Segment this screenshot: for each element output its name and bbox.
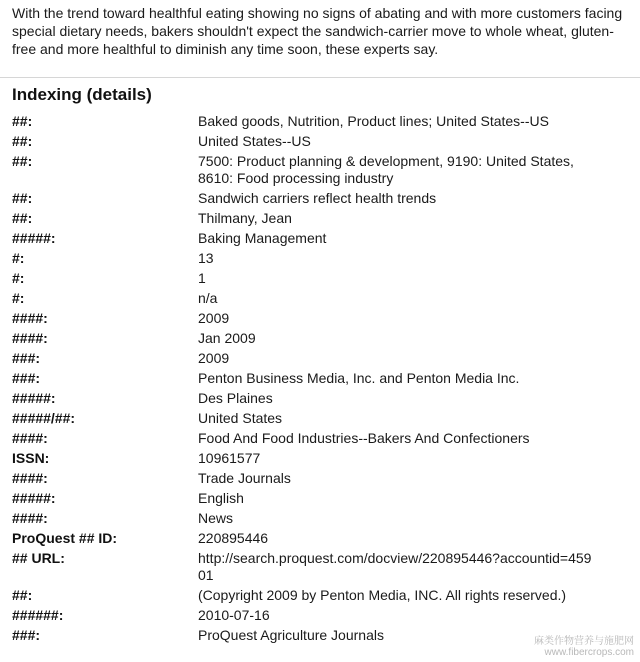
detail-row — [12, 111, 632, 131]
detail-value: 10961577 — [198, 449, 261, 466]
detail-label: #: — [12, 269, 25, 286]
detail-label: ##: — [12, 152, 33, 169]
detail-row — [12, 268, 632, 288]
detail-value: Jan 2009 — [198, 329, 256, 346]
detail-label: ###: — [12, 349, 41, 366]
detail-row — [12, 288, 632, 308]
watermark-line: www.fibercrops.com — [544, 647, 634, 658]
detail-label: ####: — [12, 329, 48, 346]
detail-label: ###: — [12, 626, 41, 643]
detail-row — [12, 548, 632, 585]
detail-value: Trade Journals — [198, 469, 291, 486]
detail-row — [12, 605, 632, 625]
detail-label: ##: — [12, 112, 33, 129]
detail-row — [12, 585, 632, 605]
detail-value: Food And Food Industries--Bakers And Confectioners — [198, 429, 530, 446]
detail-label: #####/##: — [12, 409, 76, 426]
detail-label: #: — [12, 289, 25, 306]
detail-label: #####: — [12, 389, 56, 406]
detail-label: ProQuest ## ID: — [12, 529, 118, 546]
detail-value: Sandwich carriers reflect health trends — [198, 189, 437, 206]
detail-label: ##: — [12, 586, 33, 603]
detail-value: 2009 — [198, 309, 230, 326]
detail-row — [12, 248, 632, 268]
detail-value: 1 — [198, 269, 206, 286]
detail-label: ##: — [12, 189, 33, 206]
detail-label: ####: — [12, 429, 48, 446]
detail-row — [12, 488, 632, 508]
detail-row — [12, 408, 632, 428]
detail-label: ####: — [12, 469, 48, 486]
intro-paragraph: With the trend toward healthful eating showing no signs of abating and with more customers facing special dietary needs, bakers shouldn't expect the sandwich-carrier move to whole wheat, gluten-free and more healthful to diminish any time soon, these experts say. — [12, 5, 623, 57]
indexing-details-list — [12, 111, 632, 645]
detail-row — [12, 428, 632, 448]
detail-row — [12, 448, 632, 468]
detail-label: ###: — [12, 369, 41, 386]
detail-value: 2009 — [198, 349, 230, 366]
detail-label: #####: — [12, 229, 56, 246]
watermark — [534, 636, 634, 658]
section-divider — [0, 77, 640, 78]
detail-value: Penton Business Media, Inc. and Penton Media Inc. — [198, 369, 520, 386]
detail-row — [12, 328, 632, 348]
detail-value: 7500: Product planning & development, 9190: United States, 8610: Food processing industry — [198, 152, 574, 186]
detail-label: ####: — [12, 309, 48, 326]
detail-value: 220895446 — [198, 529, 269, 546]
detail-row — [12, 131, 632, 151]
detail-row — [12, 228, 632, 248]
detail-row — [12, 388, 632, 408]
detail-label: ISSN: — [12, 449, 50, 466]
detail-row — [12, 208, 632, 228]
detail-value: 2010-07-16 — [198, 606, 270, 623]
section-title: Indexing (details) — [12, 85, 152, 104]
watermark-line: 麻类作物营养与施肥网 — [534, 636, 634, 647]
document-url-link[interactable]: http://search.proquest.com/docview/220895446?accountid=45901 — [198, 549, 592, 583]
detail-row — [12, 528, 632, 548]
detail-label: ####: — [12, 509, 48, 526]
detail-label: ######: — [12, 606, 64, 623]
detail-row — [12, 468, 632, 488]
detail-row — [12, 308, 632, 328]
detail-label: ##: — [12, 209, 33, 226]
detail-value: Baking Management — [198, 229, 327, 246]
detail-row — [12, 368, 632, 388]
detail-value: 13 — [198, 249, 214, 266]
detail-label: #: — [12, 249, 25, 266]
detail-label: ##: — [12, 132, 33, 149]
detail-label: ## URL: — [12, 549, 65, 566]
detail-value: n/a — [198, 289, 218, 306]
detail-value: Thilmany, Jean — [198, 209, 292, 226]
detail-row — [12, 508, 632, 528]
detail-value: United States--US — [198, 132, 311, 149]
detail-value: English — [198, 489, 244, 506]
detail-row — [12, 188, 632, 208]
detail-value: United States — [198, 409, 283, 426]
detail-value: Des Plaines — [198, 389, 273, 406]
detail-row — [12, 151, 632, 188]
detail-label: #####: — [12, 489, 56, 506]
detail-value: News — [198, 509, 234, 526]
detail-value: (Copyright 2009 by Penton Media, INC. All rights reserved.) — [198, 586, 567, 603]
detail-value: ProQuest Agriculture Journals — [198, 626, 384, 643]
detail-value: Baked goods, Nutrition, Product lines; United States--US — [198, 112, 549, 129]
detail-row — [12, 348, 632, 368]
